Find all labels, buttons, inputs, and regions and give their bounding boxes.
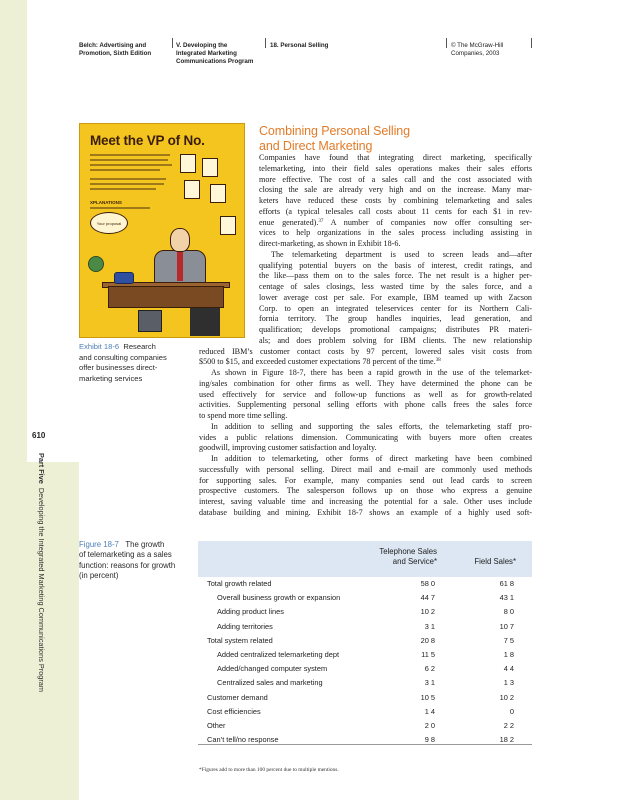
body-line: database building and mining. Exhibit 18-7 shows an example of a highly used soft-	[199, 507, 532, 517]
table-row	[198, 662, 532, 676]
body-line: als; and does problem solving for IBM clients. The new relationship	[259, 335, 532, 345]
body-text-wide	[199, 347, 532, 519]
sidebar-band	[0, 0, 27, 800]
wall-frame	[202, 158, 218, 177]
caption-text: (in percent)	[79, 571, 119, 581]
table-row	[198, 577, 532, 591]
header-chapter	[270, 42, 328, 50]
poster-text-line	[90, 164, 172, 166]
desk-illustration	[108, 286, 224, 308]
poster-text-line	[90, 207, 150, 209]
body-line: activities. Supplementing personal selling efforts with phone calls frees the sales force	[199, 400, 532, 410]
exhibit-caption	[79, 342, 191, 384]
header-line: 18. Personal Selling	[270, 42, 329, 49]
telephone-value: 3 1	[424, 621, 435, 631]
poster-sign: Your proposal	[90, 212, 128, 234]
row-label: Other	[207, 721, 226, 730]
caption-text: and consulting companies	[79, 352, 167, 362]
part-title: Developing the Integrated Marketing Communications Program	[37, 487, 46, 692]
body-line: qualification; develops promotional campaigns; distributes PR materi-	[259, 325, 532, 334]
vp-head-illustration	[170, 228, 190, 252]
body-fragment: enue generated).	[259, 217, 319, 227]
body-line: for supporting sales. For example, many companies send out lead cards to screen	[199, 475, 532, 485]
body-line: qualifying potential buyers on the basis of interest, credit ratings, and	[259, 260, 532, 270]
header-copyright	[451, 42, 503, 58]
wall-frame	[220, 216, 236, 235]
table-row	[198, 605, 532, 619]
body-line: prospective customers. The salesperson follows up on those who express a genuine	[199, 486, 532, 496]
body-line: As shown in Figure 18-7, there has been a rapid growth in the use of the telemarket-	[211, 368, 532, 377]
telephone-value: 44 7	[420, 593, 435, 603]
body-line: telemarketing, into their field sales operations makes their sales efforts	[259, 163, 532, 173]
header-text: Telephone Sales	[379, 547, 437, 556]
row-label: Customer demand	[207, 692, 268, 702]
body-line: In addition to selling and supporting the sales efforts, the telemarketing staff pro-	[211, 421, 532, 431]
header-text: and Service*	[392, 557, 437, 567]
footnote-ref: 37	[318, 218, 324, 224]
bin-illustration	[138, 310, 162, 332]
telephone-value: 2 0	[424, 721, 435, 730]
body-line: The telemarketing department is used to screen leads and—after	[271, 249, 532, 259]
field-value: 2 2	[503, 721, 514, 730]
table-row	[198, 648, 532, 662]
body-line: centage of sales closings, less wasted time by the sales force, and a	[259, 282, 532, 291]
header-divider	[531, 38, 532, 48]
row-label: Adding territories	[217, 621, 273, 631]
header-line: Companies, 2003	[451, 49, 500, 57]
field-value: 7 5	[503, 635, 514, 645]
part-label: Part Five	[37, 453, 46, 484]
field-value: 10 7	[499, 621, 514, 631]
wall-frame	[210, 184, 226, 203]
caption-text: function: reasons for growth	[79, 560, 176, 570]
row-label: Centralized sales and marketing	[217, 678, 323, 688]
poster-text-line	[90, 183, 164, 185]
telephone-value: 1 4	[424, 706, 435, 716]
table-bottom-rule	[198, 744, 532, 745]
body-line: closing the sale are already very high and on the increase. Many mar-	[259, 185, 532, 195]
header-line: © The McGraw-Hill	[451, 42, 504, 49]
wall-frame	[180, 154, 196, 173]
phone-illustration	[114, 272, 134, 284]
row-label: Adding product lines	[217, 607, 284, 617]
table-row	[198, 705, 532, 719]
body-line: more effective. The cost of a sales call and the cost associated with	[259, 174, 532, 184]
globe-illustration	[88, 256, 104, 272]
wall-frame	[184, 180, 200, 199]
row-label: Added centralized telemarketing dept	[217, 650, 340, 659]
table-row	[198, 591, 532, 605]
body-line: direct-marketing, as shown in Exhibit 18-6.	[259, 239, 401, 248]
table-header	[198, 541, 532, 577]
poster-text-line	[90, 188, 156, 190]
poster-text-line	[90, 178, 166, 180]
table-row	[198, 733, 532, 747]
row-label: Overall business growth or expansion	[217, 593, 341, 603]
legs-illustration	[190, 308, 220, 336]
field-value: 43 1	[499, 593, 514, 603]
body-line: successfully with personal selling. Direct mail and e-mail are commonly used methods	[199, 464, 532, 474]
row-label: Total growth related	[207, 579, 272, 588]
body-fragment: A number of companies now offer consulting ser-	[323, 217, 532, 227]
telephone-value: 20 8	[420, 635, 435, 645]
poster-brand: XPLANATIONS	[90, 200, 122, 205]
body-line: lower average cost per sale. For example, IBM teamed up with Zacson	[259, 292, 532, 302]
heading-line: and Direct Marketing	[259, 139, 373, 153]
table-row	[198, 620, 532, 634]
row-label: Can’t tell/no response	[207, 735, 279, 745]
telephone-value: 10 5	[420, 692, 435, 702]
body-line: to spend more time selling.	[199, 411, 288, 420]
poster-text-line	[90, 154, 170, 156]
caption-text: Research	[123, 342, 156, 351]
header-line: Promotion, Sixth Edition	[79, 49, 152, 57]
header-line: V. Developing the	[176, 42, 228, 49]
body-line: keters have reduced these costs by combining telemarketing and sales	[259, 196, 532, 205]
body-line: used effectively for service and follow-up functions as well as for growth-related	[199, 389, 532, 399]
telephone-value: 11 5	[421, 650, 435, 659]
field-value: 1 3	[503, 678, 514, 688]
body-line: Companies have found that integrating direct marketing, specifically	[259, 153, 532, 162]
heading-line: Combining Personal Selling	[259, 124, 410, 138]
caption-text: The growth	[125, 540, 165, 549]
table-row	[198, 634, 532, 648]
table-row	[198, 691, 532, 705]
poster-text-line	[90, 169, 160, 171]
header-divider	[172, 38, 173, 48]
header-book	[79, 42, 151, 58]
part-title-vertical	[32, 453, 46, 753]
header-line: Integrated Marketing	[176, 49, 237, 57]
exhibit-poster-image	[79, 123, 245, 338]
body-line: the like—pass them on to the sales force. The net result is a higher per-	[259, 271, 532, 281]
body-line: efforts (a typical telesales call costs about 11 cents for each $1 in rev-	[259, 206, 532, 216]
body-line: vices to help organizations in the sales process including assisting in	[259, 228, 532, 238]
body-fragment: $500 to $15, and exceeded customer expectations 78 percent of the time.	[199, 357, 436, 367]
column-header-telephone	[379, 547, 437, 567]
body-line: Corp. to open an integrated teleservices center for its Northern Cali-	[259, 303, 532, 313]
footnote-ref: 38	[435, 358, 441, 364]
body-text-narrow	[259, 153, 532, 347]
field-value: 18 2	[499, 735, 514, 745]
body-line	[259, 218, 532, 229]
telephone-value: 9 8	[424, 735, 435, 745]
vp-tie-illustration	[177, 251, 183, 281]
body-line	[199, 357, 532, 368]
figure-caption	[79, 540, 197, 582]
row-label: Cost efficiencies	[207, 706, 261, 716]
caption-text: offer businesses direct-	[79, 363, 158, 373]
telephone-value: 10 2	[420, 607, 435, 617]
figure-label: Figure 18-7	[79, 540, 119, 549]
field-value: 4 4	[503, 664, 514, 674]
body-line: reduced IBM’s customer contact costs by 97 percent, lowered sales visit costs from	[199, 346, 532, 356]
field-value: 0	[509, 706, 514, 716]
header-divider	[265, 38, 266, 48]
poster-text-line	[90, 159, 168, 161]
section-heading	[259, 124, 410, 154]
poster-title: Meet the VP of No.	[90, 133, 205, 148]
row-label: Added/changed computer system	[217, 664, 328, 674]
row-label: Total system related	[207, 635, 273, 645]
telephone-value: 6 2	[424, 664, 435, 674]
body-line: In addition to telemarketing, other forms of direct marketing have been combined	[211, 454, 532, 463]
field-value: 61 8	[499, 579, 514, 588]
header-part	[176, 42, 253, 65]
body-line: goodwill, improving customer satisfaction and loyalty.	[199, 443, 377, 453]
body-line: ing/sales combination for other firms as well. They have determined the phone can be	[199, 378, 532, 388]
body-line: interest, saving valuable time and increasing the potential for a sale. Other uses include	[199, 497, 532, 506]
field-value: 10 2	[499, 692, 514, 702]
telephone-value: 58 0	[420, 579, 435, 588]
field-value: 1 8	[503, 650, 514, 659]
page-number: 610	[32, 431, 46, 440]
caption-text: of telemarketing as a sales	[79, 550, 172, 560]
telephone-value: 3 1	[424, 678, 435, 688]
field-value: 8 0	[503, 607, 514, 617]
table-footnote: *Figures add to more than 100 percent due to multiple mentions.	[199, 767, 339, 773]
exhibit-label: Exhibit 18-6	[79, 342, 120, 351]
table-row	[198, 676, 532, 690]
header-line: Communications Program	[176, 57, 254, 65]
table-row	[198, 719, 532, 733]
caption-text: marketing services	[79, 373, 143, 383]
header-line: Belch: Advertising and	[79, 42, 147, 49]
header-divider	[446, 38, 447, 48]
column-header-field: Field Sales*	[474, 557, 516, 566]
body-line: fornia territory. The group handles inquiries, lead generation, and	[259, 314, 532, 324]
body-line: vides a public relations dimension. Communicating with buyers more often creates	[199, 432, 532, 442]
